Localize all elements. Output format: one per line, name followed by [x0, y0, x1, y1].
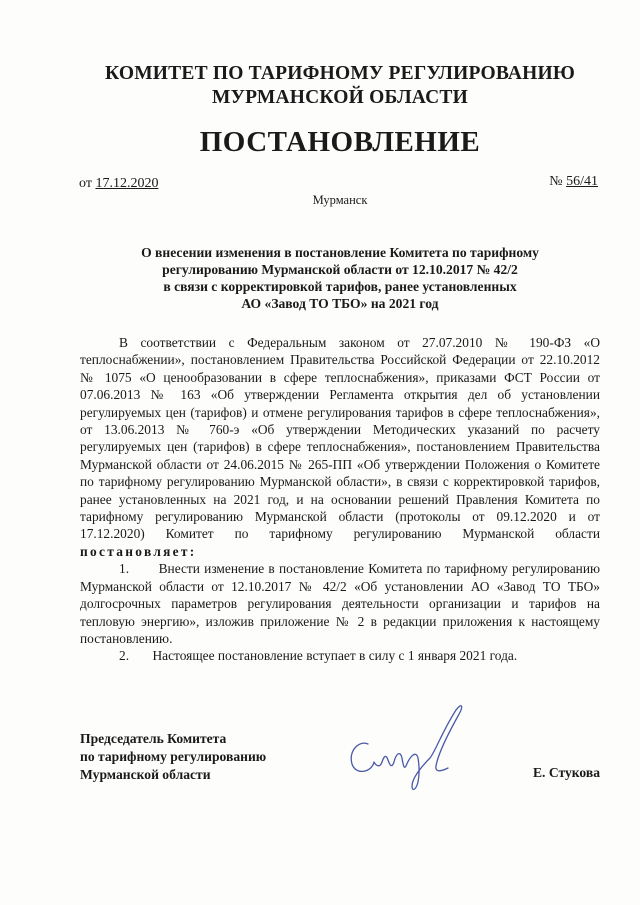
signer-title-line2: по тарифному регулированию — [80, 749, 267, 764]
item2-number: 2. — [119, 648, 130, 664]
item1-number: 1. — [119, 561, 130, 577]
signer-name: Е. Стукова — [532, 765, 600, 780]
org-title-line2: МУРМАНСКОЙ ОБЛАСТИ — [212, 87, 468, 108]
signer-title-line3: Мурманской области — [80, 767, 211, 782]
document-city: Мурманск — [312, 193, 368, 207]
intro-text: В соответствии с Федеральным законом от 27.07.2010 № 190-ФЗ «О теплоснабжении», постановлением Правительства Российской Федерации от 22.10.2012 № 1075 «О ценообразовании в сфере теплоснабжения», приказами ФСТ России от 07.06.2013 № 163 «Об утверждении Регламента открытия дел об установлении регулируемых цен (тарифов) и отмене регулирования тарифов в сфере теплоснабжения», от 13.06.2013 № 760-э «Об утверждении Методических указаний по расчету регулируемых цен (тарифов) в сфере теплоснабжения», постановлением Правительства Мурманской области от 24.06.2015 № 265-ПП «Об утверждении Положения о Комитете по тарифному регулированию Мурманской области», в связи с корректировкой тарифов, ранее установленных на 2021 год, и на основании решений Правления Комитета по тарифному регулированию Мурманской области (протоколы от 09.12.2020 и от 17.12.2020) Комитет по тарифному регулированию Мурманской области — [80, 335, 600, 542]
organization-title — [60, 62, 620, 110]
document-number — [549, 174, 598, 190]
subject-line3: в связи с корректировкой тарифов, ранее установленных — [163, 279, 517, 294]
subject-line1: О внесении изменения в постановление Комитета по тарифному — [141, 245, 539, 260]
document-date — [79, 176, 158, 192]
number-prefix: № — [549, 174, 567, 189]
subject-line2: регулированию Мурманской области от 12.10.2017 № 42/2 — [162, 262, 518, 277]
org-title-line1: КОМИТЕТ ПО ТАРИФНОМУ РЕГУЛИРОВАНИЮ — [104, 63, 576, 84]
subject-line4: АО «Завод ТО ТБО» на 2021 год — [241, 296, 439, 311]
intro-paragraph — [80, 334, 600, 560]
resolution-item-2 — [80, 647, 600, 664]
handwritten-signature — [330, 692, 490, 802]
date-value: 17.12.2020 — [95, 176, 159, 191]
document-type: ПОСТАНОВЛЕНИЕ — [199, 126, 481, 158]
number-value: 56/41 — [566, 174, 598, 189]
item1-text: Внести изменение в постановление Комитета по тарифному регулированию Мурманской области от 12.10.2017 № 42/2 «Об установлении АО «Завод ТО ТБО» долгосрочных параметров регулирования деятельности организации и тарифов на тепловую энергию», изложив приложение № 2 в редакции приложения к настоящему постановлению. — [80, 561, 600, 646]
item2-text: Настоящее постановление вступает в силу с 1 января 2021 года. — [152, 648, 518, 664]
resolution-item-1 — [80, 560, 600, 647]
resolves-word: постановляет: — [80, 543, 197, 559]
document-subject — [100, 244, 580, 312]
signer-title-line1: Председатель Комитета — [80, 731, 227, 746]
document-body — [80, 334, 600, 665]
date-prefix: от — [79, 176, 96, 191]
signer-title — [80, 730, 266, 784]
